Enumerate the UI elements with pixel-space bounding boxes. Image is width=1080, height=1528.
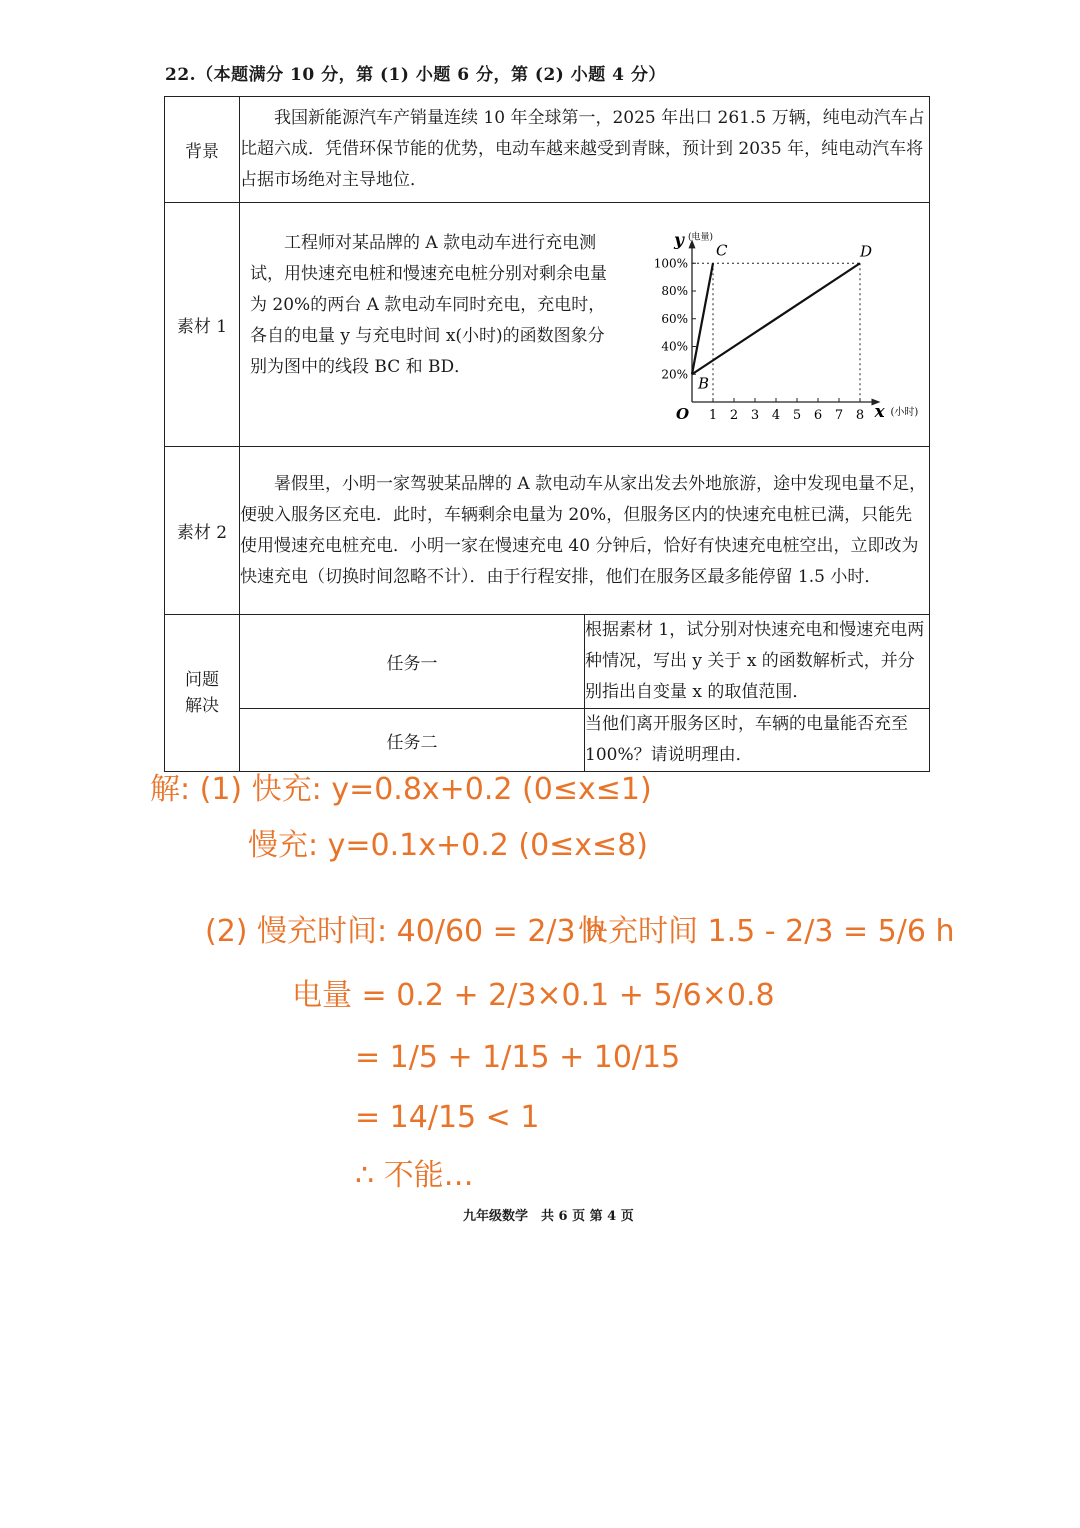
hw-line-7: = 14/15 < 1 [355, 1100, 540, 1135]
x-tick-label: 7 [834, 408, 844, 423]
x-axis-unit: (小时) [890, 407, 919, 418]
material2-text: 暑假里，小明一家驾驶某品牌的 A 款电动车从家出发去外地旅游，途中发现电量不足，便驶入服务区充电．此时，车辆剩余电量为 20%，但服务区内的快速充电桩已满，只能先使用慢速充电桩充电．小明一家在慢速充电 40 分钟后，恰好有快速充电桩空出，立即改为快速充电（切换时间忽略不计）．由于行程安排，他们在服务区最多能停留 1.5 小时． [240, 473, 927, 587]
question-table [164, 96, 930, 772]
origin-label: O [676, 405, 690, 423]
material2-cell [240, 447, 930, 615]
y-axis-unit: (电量) [688, 232, 714, 243]
x-tick-label: 2 [729, 408, 739, 423]
question-header: 22.（本题满分 10 分，第 (1) 小题 6 分，第 (2) 小题 4 分） [165, 65, 666, 85]
task1-text: 根据素材 1，试分别对快速充电和慢速充电两种情况，写出 y 关于 x 的函数解析式，并分别指出自变量 x 的取值范围． [585, 615, 930, 709]
task2-text: 当他们离开服务区时，车辆的电量能否充至 100%？请说明理由． [585, 709, 930, 772]
x-tick-label: 5 [792, 408, 802, 423]
x-axis-label: x [874, 402, 885, 422]
y-axis-label: y [674, 230, 684, 251]
task1-label: 任务一 [240, 615, 585, 709]
x-tick-label: 4 [771, 408, 781, 423]
hw-line-3: (2) 慢充时间: 40/60 = 2/3 h [205, 914, 605, 949]
hw-line-8: ∴ 不能… [355, 1158, 474, 1193]
x-tick-label: 3 [750, 408, 760, 423]
y-tick-label: 20% [661, 367, 688, 382]
background-text: 我国新能源汽车产销量连续 10 年全球第一，2025 年出口 261.5 万辆，纯电动汽车占比超六成．凭借环保节能的优势，电动车越来越受到青睐，预计到 2035 年，纯电动汽车将占据市场绝对主导地位． [240, 108, 925, 190]
material1-cell [240, 203, 930, 447]
material1-text: 工程师对某品牌的 A 款电动车进行充电测试，用快速充电桩和慢速充电桩分别对剩余电量为 20%的两台 A 款电动车同时充电，充电时，各自的电量 y 与充电时间 x(小时)的函数图象分别为图中的线段 BC 和 BD． [250, 233, 607, 377]
task2-row [165, 709, 930, 772]
hw-line-5: 电量 = 0.2 + 2/3×0.1 + 5/6×0.8 [292, 978, 775, 1013]
hw-line-1: 解: (1) 快充: y=0.8x+0.2 (0≤x≤1) [150, 772, 652, 807]
charge-chart [636, 217, 926, 432]
point-label-c: C [716, 241, 728, 260]
series-bd [692, 263, 860, 374]
task1-row [165, 615, 930, 709]
page-footer: 九年级数学 共 6 页 第 4 页 [463, 1209, 634, 1224]
x-tick-label: 8 [855, 408, 865, 423]
problem-label [165, 615, 240, 772]
y-tick-label: 100% [653, 256, 688, 271]
point-label-b: B [698, 374, 710, 393]
background-label: 背景 [165, 97, 240, 203]
hw-line-4: 快充时间 1.5 - 2/3 = 5/6 h [578, 914, 955, 949]
y-tick-label: 80% [661, 284, 688, 298]
background-cell [240, 97, 930, 203]
problem-label-text: 问题解决 [184, 670, 219, 716]
material1-row [165, 203, 930, 447]
point-label-d: D [860, 242, 873, 261]
x-tick-label: 6 [813, 408, 823, 423]
task2-label: 任务二 [240, 709, 585, 772]
y-tick-label: 60% [661, 311, 688, 326]
hw-line-6: = 1/5 + 1/15 + 10/15 [355, 1040, 681, 1075]
x-tick-label: 1 [708, 408, 718, 423]
background-row [165, 97, 930, 203]
material1-label: 素材 1 [165, 203, 240, 447]
hw-line-2: 慢充: y=0.1x+0.2 (0≤x≤8) [248, 828, 648, 863]
y-tick-label: 40% [661, 339, 688, 354]
material2-label: 素材 2 [165, 447, 240, 615]
material2-row [165, 447, 930, 615]
